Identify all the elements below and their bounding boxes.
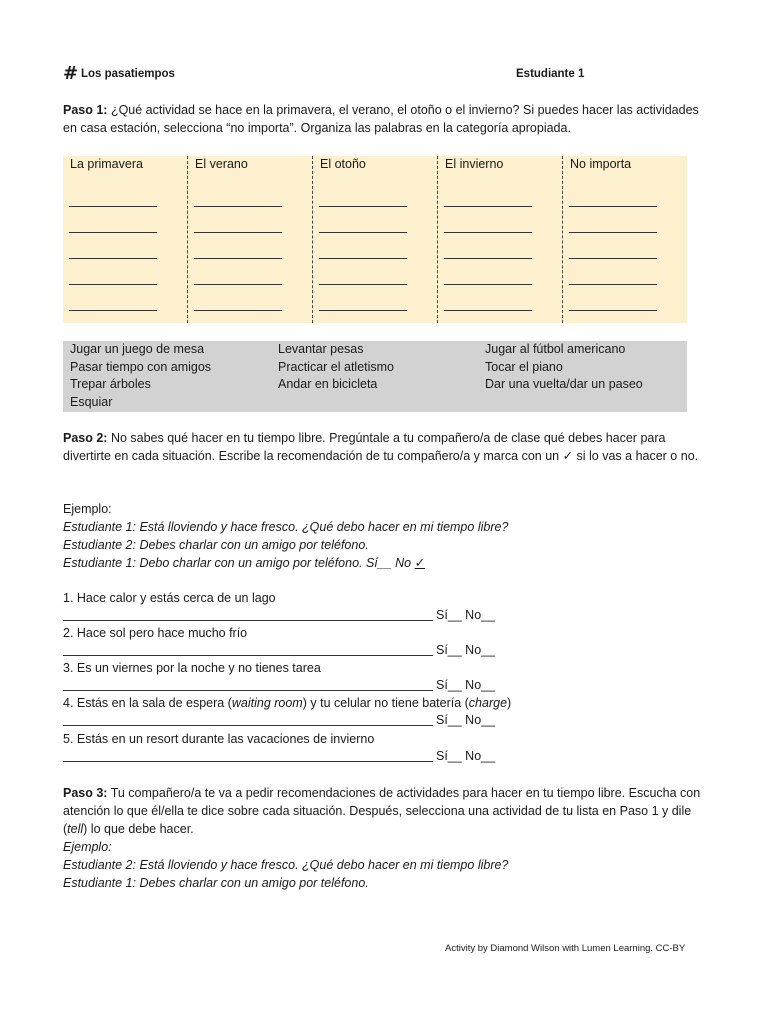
question-3 [63, 660, 703, 695]
answer-line[interactable] [63, 748, 703, 766]
word-bank-item: Dar una vuelta/dar un paseo [485, 377, 643, 391]
answer-blank[interactable] [69, 284, 157, 285]
example-line [63, 554, 703, 572]
season-header: El otoño [320, 157, 366, 171]
answer-blank[interactable] [194, 284, 282, 285]
answer-line[interactable] [63, 642, 703, 660]
example-label: Ejemplo: [63, 840, 112, 854]
example-text: Estudiante 1: Debo charlar con un amigo por teléfono. Sí__ No [63, 556, 415, 570]
paso2-label: Paso 2: [63, 431, 108, 445]
word-bank [63, 341, 687, 412]
season-column [438, 156, 563, 323]
answer-blank[interactable] [319, 284, 407, 285]
answer-rule[interactable] [63, 620, 433, 621]
answer-rule[interactable] [63, 690, 433, 691]
answer-blank[interactable] [194, 232, 282, 233]
season-table [63, 156, 687, 323]
paso1-text: ¿Qué actividad se hace en la primavera, el verano, el otoño o el invierno? Si puedes hacer las actividades en casa estación, selecciona “no importa”. Organiza las palabras en la categoría apropiada. [63, 103, 699, 135]
paso1-instructions [63, 101, 703, 137]
answer-blank[interactable] [319, 310, 407, 311]
word-bank-item: Pasar tiempo con amigos [70, 359, 212, 374]
season-header: El verano [195, 157, 248, 171]
answer-rule[interactable] [63, 725, 433, 726]
example-line: Estudiante 1: Debes charlar con un amigo por teléfono. [63, 876, 369, 890]
paso3-example [63, 838, 703, 892]
word-bank-item: Esquiar [70, 394, 113, 409]
paso3-text-em: tell [67, 822, 84, 836]
answer-rule[interactable] [63, 761, 433, 762]
example-line: Estudiante 2: Está lloviendo y hace fresco. ¿Qué debo hacer en mi tiempo libre? [63, 858, 509, 872]
paso2-text: No sabes qué hacer en tu tiempo libre. Pregúntale a tu compañero/a de clase qué debes hacer para divertirte en cada situación. Escribe la recomendación de tu compañero/a y marca con un ✓ si lo vas a hacer o no. [63, 431, 699, 463]
word-bank-column [485, 341, 643, 394]
answer-blank[interactable] [69, 232, 157, 233]
answer-blank[interactable] [319, 206, 407, 207]
word-bank-item: Jugar al fútbol americano [485, 342, 626, 356]
answer-rule[interactable] [63, 655, 433, 656]
answer-blank[interactable] [319, 258, 407, 259]
answer-blank[interactable] [569, 232, 657, 233]
answer-blank[interactable] [569, 284, 657, 285]
paso2-instructions [63, 429, 703, 465]
example-label: Ejemplo: [63, 502, 112, 516]
answer-blank[interactable] [444, 310, 532, 311]
word-bank-column [278, 341, 394, 394]
word-bank-item: Jugar un juego de mesa [70, 342, 205, 356]
answer-blank[interactable] [569, 258, 657, 259]
paso3-text: Tu compañero/a te va a pedir recomendaciones de actividades para hacer en tu tiempo libre. Escucha con atención lo que él/ella te dice sobre cada situación. Después, selecciona una actividad de tu lista en Paso 1 y dile ( [63, 786, 701, 836]
worksheet-header [63, 64, 708, 84]
answer-line[interactable] [63, 712, 703, 730]
answer-blank[interactable] [444, 284, 532, 285]
answer-blank[interactable] [194, 206, 282, 207]
worksheet-title: Los pasatiempos [81, 68, 175, 80]
check-mark: ✓ [414, 556, 426, 570]
season-column [313, 156, 438, 323]
question-prompt: 5. Estás en un resort durante las vacaciones de invierno [63, 732, 375, 746]
answer-blank[interactable] [69, 206, 157, 207]
answer-blank[interactable] [194, 258, 282, 259]
answer-blank[interactable] [569, 206, 657, 207]
question-prompt: 4. Estás en la sala de espera (waiting room) y tu celular no tiene batería (charge) [63, 696, 512, 710]
paso3-instructions [63, 784, 703, 838]
question-5 [63, 731, 703, 766]
yes-no-checkbox[interactable]: Sí__ No__ [436, 749, 496, 763]
answer-blank[interactable] [194, 310, 282, 311]
yes-no-checkbox[interactable]: Sí__ No__ [436, 713, 496, 727]
season-header: La primavera [70, 157, 143, 171]
answer-blank[interactable] [444, 206, 532, 207]
word-bank-item: Trepar árboles [70, 377, 151, 391]
word-bank-item: Andar en bicicleta [278, 377, 378, 391]
paso2-example [63, 500, 703, 572]
yes-no-checkbox[interactable]: Sí__ No__ [436, 608, 496, 622]
season-column [63, 156, 188, 323]
question-1 [63, 590, 703, 625]
answer-blank[interactable] [319, 232, 407, 233]
hash-icon: # [63, 63, 79, 84]
answer-blank[interactable] [69, 310, 157, 311]
season-column [188, 156, 313, 323]
yes-no-checkbox[interactable]: Sí__ No__ [436, 643, 496, 657]
season-column [563, 156, 687, 323]
answer-blank[interactable] [569, 310, 657, 311]
answer-blank[interactable] [444, 232, 532, 233]
question-4 [63, 695, 703, 730]
example-line: Estudiante 2: Debes charlar con un amigo por teléfono. [63, 538, 369, 552]
word-bank-item: Tocar el piano [485, 359, 563, 374]
season-header: El invierno [445, 157, 504, 171]
answer-blank[interactable] [444, 258, 532, 259]
answer-blank[interactable] [69, 258, 157, 259]
footer-credit: Activity by Diamond Wilson with Lumen Learning. CC-BY [445, 943, 686, 954]
question-prompt: 2. Hace sol pero hace mucho frío [63, 626, 248, 640]
season-header: No importa [570, 157, 632, 171]
question-prompt: 1. Hace calor y estás cerca de un lago [63, 591, 276, 605]
yes-no-checkbox[interactable]: Sí__ No__ [436, 678, 496, 692]
student-label: Estudiante 1 [516, 68, 585, 80]
word-bank-item: Levantar pesas [278, 342, 364, 356]
paso1-label: Paso 1: [63, 103, 108, 117]
paso3-text-end: ) lo que debe hacer. [83, 822, 194, 836]
example-line: Estudiante 1: Está lloviendo y hace fresco. ¿Qué debo hacer en mi tiempo libre? [63, 520, 509, 534]
answer-line[interactable] [63, 677, 703, 695]
question-prompt: 3. Es un viernes por la noche y no tienes tarea [63, 661, 321, 675]
question-2 [63, 625, 703, 660]
answer-line[interactable] [63, 607, 703, 625]
word-bank-item: Practicar el atletismo [278, 359, 395, 374]
paso3-label: Paso 3: [63, 786, 108, 800]
word-bank-column [70, 341, 211, 411]
